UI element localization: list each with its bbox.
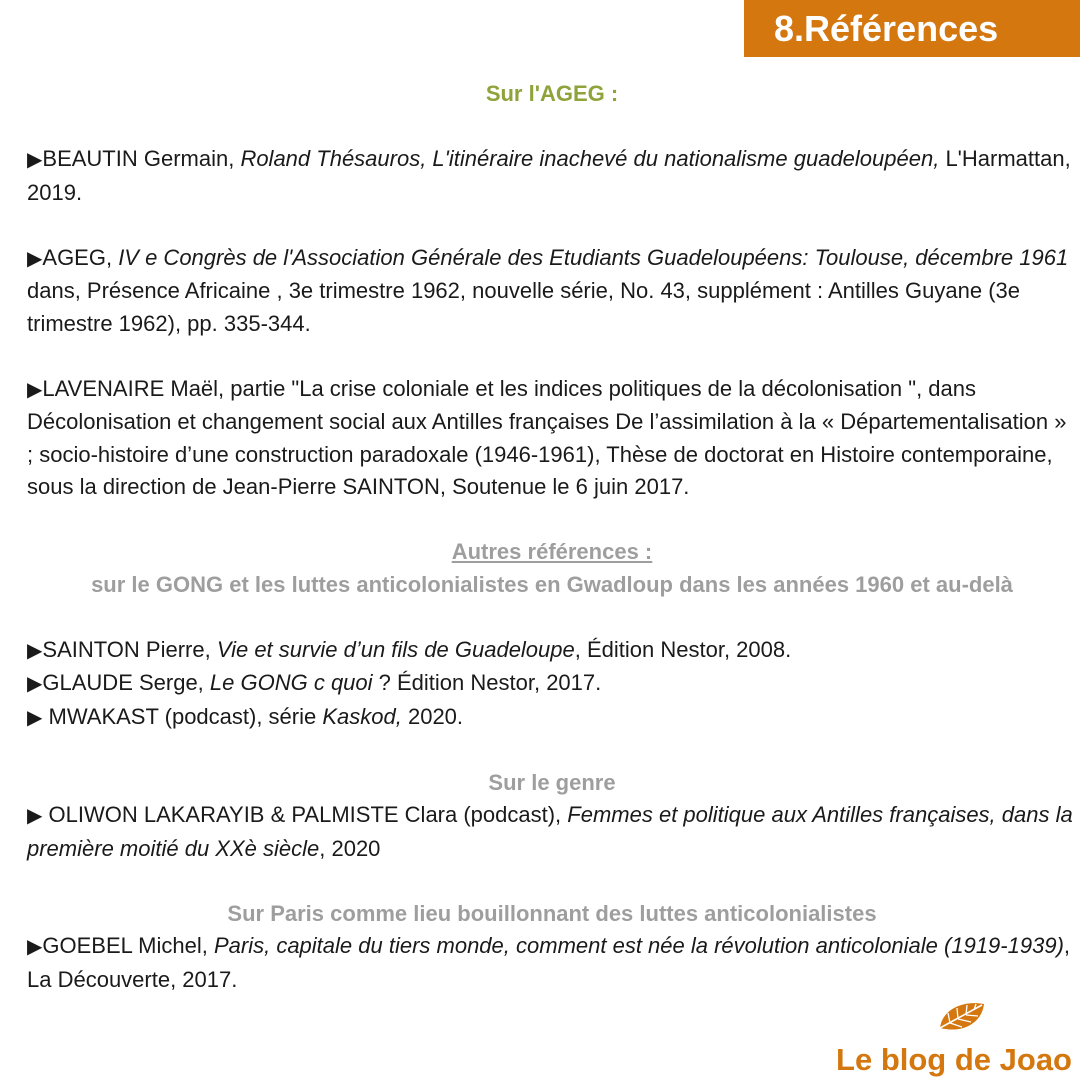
- reference-oliwon: ▶ OLIWON LAKARAYIB & PALMISTE Clara (podcast), Femmes et politique aux Antilles françaises, dans la première moitié du XXè siècle, 2020: [27, 802, 1073, 861]
- triangle-icon: ▶: [27, 936, 43, 958]
- triangle-icon: ▶: [27, 673, 43, 695]
- blog-footer: [832, 998, 1072, 1078]
- triangle-icon: ▶: [27, 805, 43, 827]
- reference-ageg: ▶AGEG, IV e Congrès de l'Association Générale des Etudiants Guadeloupéens: Toulouse, décembre 1961 dans, Présence Africaine , 3e trimestre 1962, nouvelle série, No. 43, supplément : Antilles Guyane (3e trimestre 1962), pp. 335-344.: [27, 244, 1069, 336]
- heading-genre: Sur le genre: [488, 769, 616, 795]
- reference-glaude: ▶GLAUDE Serge, Le GONG c quoi ? Édition Nestor, 2017.: [27, 670, 602, 695]
- reference-goebel: ▶GOEBEL Michel, Paris, capitale du tiers monde, comment est née la révolution anticoloniale (1919-1939), La Découverte, 2017.: [27, 933, 1071, 992]
- blog-brand: Le blog de Joao: [836, 1042, 1072, 1077]
- reference-sainton: ▶SAINTON Pierre, Vie et survie d’un fils de Guadeloupe, Édition Nestor, 2008.: [27, 636, 792, 662]
- leaf-icon: [936, 998, 988, 1036]
- triangle-icon: ▶: [27, 149, 43, 171]
- subheading-gong: sur le GONG et les luttes anticolonialistes en Gwadloup dans les années 1960 et au-delà: [91, 571, 1013, 597]
- references-content: [27, 78, 1077, 996]
- reference-mwakast: ▶ MWAKAST (podcast), série Kaskod, 2020.: [27, 703, 464, 729]
- heading-ageg: Sur l'AGEG :: [485, 81, 619, 106]
- triangle-icon: ▶: [27, 247, 43, 270]
- heading-autres: Autres références :: [451, 539, 653, 564]
- triangle-icon: ▶: [27, 706, 43, 729]
- triangle-icon: ▶: [27, 639, 43, 662]
- reference-beautin: ▶BEAUTIN Germain, Roland Thésauros, L'itinéraire inachevé du nationalisme guadeloupéen, L'Harmattan, 2019.: [27, 146, 1071, 205]
- reference-lavenaire: ▶LAVENAIRE Maël, partie "La crise coloniale et les indices politiques de la décolonisation ", dans Décolonisation et changement social aux Antilles françaises De l’assimilation à la « Départementalisation » ; socio-histoire d’une construction paradoxale (1946-1961), Thèse de doctorat en Histoire contemporaine, sous la direction de Jean-Pierre SAINTON, Soutenue le 6 juin 2017.: [27, 375, 1067, 499]
- section-title: 8.Références: [774, 8, 999, 49]
- section-header: [744, 0, 1080, 57]
- heading-paris: Sur Paris comme lieu bouillonnant des luttes anticolonialistes: [227, 900, 877, 926]
- triangle-icon: ▶: [27, 378, 43, 401]
